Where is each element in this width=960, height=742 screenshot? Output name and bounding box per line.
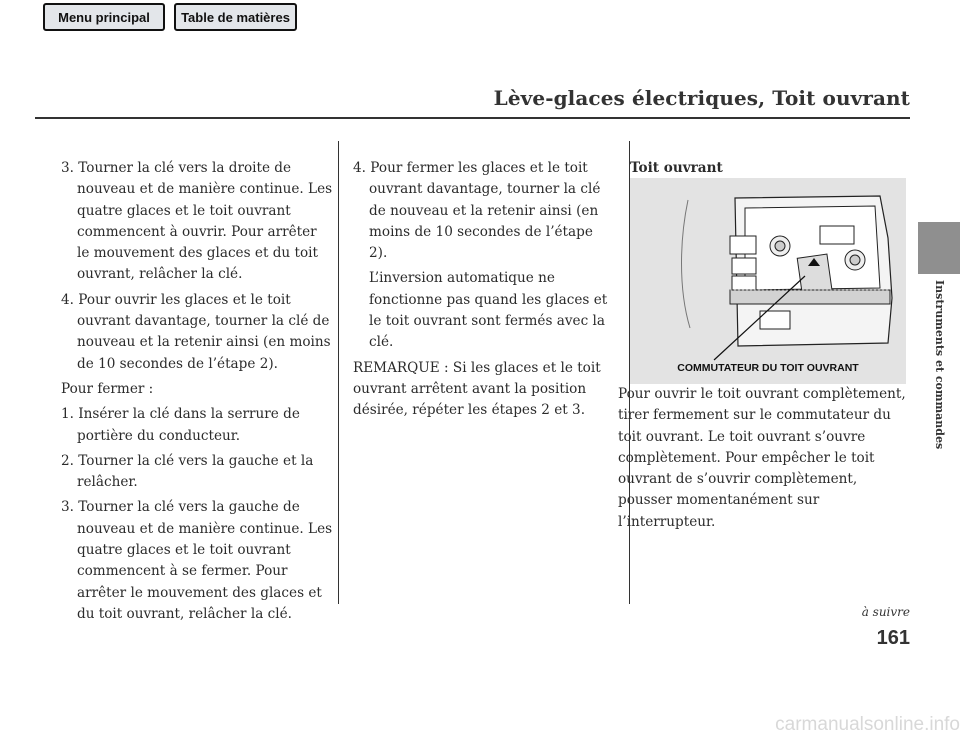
open-step-3: 3. Tourner la clé vers la droite de nouveau et de manière continue. Les quatre glaces et le toit ouvrant commencent à ouvrir. Pour arrêter le mouvement des glaces et du toit ouvrant, relâcher la clé.	[61, 160, 333, 283]
table-of-contents-button[interactable]: Table de matières	[174, 3, 297, 31]
open-step-4: 4. Pour ouvrir les glaces et le toit ouvrant davantage, tourner la clé de nouveau et la retenir ainsi (en moins de 10 secondes de l’étape 2).	[61, 291, 331, 372]
close-step-4: 4. Pour fermer les glaces et le toit ouvrant davantage, tourner la clé de nouveau et la retenir ainsi (en moins de 10 secondes de l’étape 2).	[353, 160, 601, 262]
column-divider-1	[338, 141, 339, 604]
overhead-console-drawing	[630, 178, 906, 384]
auto-reverse-note: L’inversion automatique ne fonctionne pas quand les glaces et le toit ouvrant sont fermés avec la clé.	[369, 270, 608, 351]
remarque-note: REMARQUE : Si les glaces et le toit ouvrant arrêtent avant la position désirée, répéter les étapes 2 et 3.	[353, 359, 601, 419]
column-left	[61, 158, 333, 629]
watermark: carmanualsonline.info	[775, 714, 960, 735]
section-tab	[918, 222, 960, 274]
column-middle	[353, 158, 615, 426]
continued-label: à suivre	[861, 605, 910, 619]
header-divider	[35, 117, 910, 119]
sunroof-body-text-wrap	[618, 384, 910, 537]
page-number: 161	[876, 627, 910, 649]
section-tab-label: Instruments et commandes	[933, 280, 946, 450]
sunroof-switch-illustration	[630, 178, 906, 384]
main-menu-button[interactable]: Menu principal	[43, 3, 165, 31]
figure-caption: COMMUTATEUR DU TOIT OUVRANT	[677, 362, 859, 374]
close-step-1: 1. Insérer la clé dans la serrure de portière du conducteur.	[61, 406, 300, 444]
close-heading: Pour fermer :	[61, 380, 154, 397]
close-step-3: 3. Tourner la clé vers la gauche de nouveau et de manière continue. Les quatre glaces et le toit ouvrant commencent à se fermer. Pour arrêter le mouvement des glaces et du toit ouvrant, relâcher la clé.	[61, 499, 333, 622]
sunroof-heading: Toit ouvrant	[630, 160, 723, 176]
close-step-2: 2. Tourner la clé vers la gauche et la relâcher.	[61, 452, 314, 491]
page-title: Lève-glaces électriques, Toit ouvrant	[493, 86, 910, 110]
sunroof-body-text: Pour ouvrir le toit ouvrant complètement, tirer fermement sur le commutateur du toit ouvrant. Le toit ouvrant s’ouvre complètement. Pour empêcher le toit ouvrant de s’ouvrir complètement, pousser momentanément sur l’interrupteur.	[618, 386, 906, 530]
